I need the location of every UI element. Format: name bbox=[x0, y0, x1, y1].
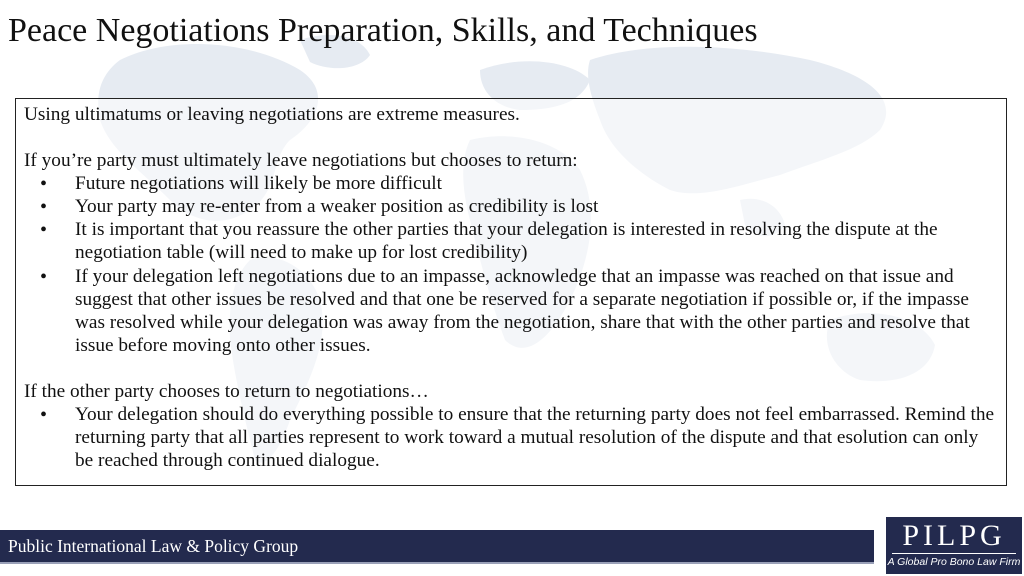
footer-divider bbox=[0, 562, 874, 564]
bullet-item bbox=[24, 195, 998, 218]
intro-text: Using ultimatums or leaving negotiations are extreme measures. bbox=[24, 104, 520, 125]
pilpg-logo bbox=[886, 517, 1022, 574]
organization-name: Public International Law & Policy Group bbox=[8, 536, 299, 556]
bullet-icon: • bbox=[40, 265, 48, 288]
bullet-icon: • bbox=[40, 173, 48, 196]
slide-title: Peace Negotiations Preparation, Skills, and Techniques bbox=[8, 12, 758, 49]
bullet-item bbox=[24, 218, 998, 264]
bullet-text: Future negotiations will likely be more difficult bbox=[75, 173, 442, 195]
bullet-icon: • bbox=[40, 219, 48, 242]
bullet-list bbox=[24, 172, 998, 357]
bullet-item bbox=[24, 172, 998, 195]
logo-wordmark: PILPG bbox=[902, 519, 1006, 552]
bullet-item bbox=[24, 265, 998, 357]
section-heading: If you’re party must ultimately leave negotiations but chooses to return: bbox=[24, 150, 578, 172]
bullet-icon: • bbox=[40, 196, 48, 219]
bullet-text: It is important that you reassure the other parties that your delegation is interested in resolving the dispute at the negotiation table (will need to make up for lost credibility) bbox=[75, 219, 938, 264]
bullet-text: If your delegation left negotiations due to an impasse, acknowledge that an impasse was reached on that issue and suggest that other issues be resolved and that one be reserved for a separate negotiation if possible or, if the impasse was resolved while your delegation was away from the negotiation, share that with the other parties and resolve that issue before moving onto other issues. bbox=[75, 265, 970, 356]
content-box bbox=[15, 98, 1007, 486]
bullet-list bbox=[24, 403, 998, 472]
bullet-item bbox=[24, 403, 998, 472]
bullet-text: Your delegation should do everything possible to ensure that the returning party does not feel embarrassed. Remind the returning party that all parties represent to work toward a mutual resolution of the dispute and that esolution can only be reached through continued dialogue. bbox=[75, 404, 995, 472]
bullet-text: Your party may re-enter from a weaker position as credibility is lost bbox=[75, 196, 599, 218]
section-heading: If the other party chooses to return to negotiations… bbox=[24, 380, 429, 402]
footer-organization-bar bbox=[0, 530, 874, 562]
spacer bbox=[24, 126, 998, 149]
bullet-icon: • bbox=[40, 404, 48, 427]
spacer bbox=[24, 357, 998, 380]
logo-tagline: A Global Pro Bono Law Firm bbox=[887, 556, 1021, 568]
